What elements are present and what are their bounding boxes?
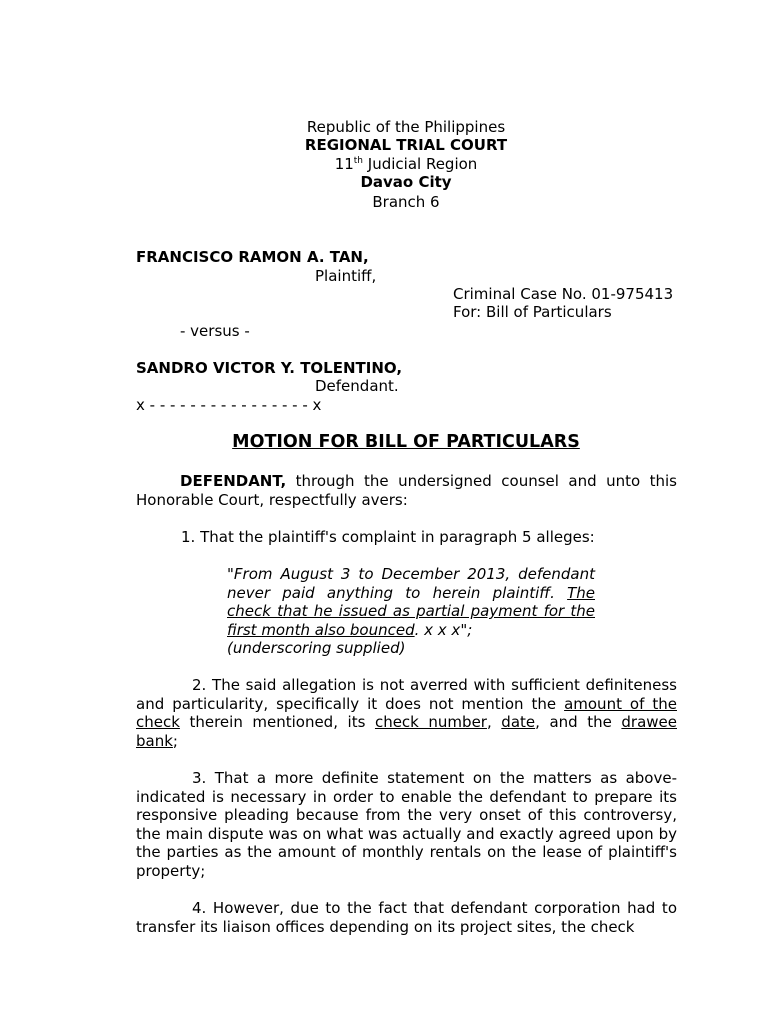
p2-check-number: check number <box>374 713 487 731</box>
region-ordinal: th <box>353 156 364 166</box>
p2-text-1: 2. The said allegation is not averred with sufficient definiteness and particularity, specifically it does not mention the <box>136 676 677 713</box>
paragraph-1: 1. That the plaintiff's complaint in paragraph 5 alleges: <box>181 528 595 546</box>
quote-note: (underscoring supplied) <box>227 639 406 657</box>
branch-name: Branch 6 <box>372 193 440 211</box>
p2-text-3: , <box>486 713 502 731</box>
plaintiff-role: Plaintiff, <box>315 267 377 285</box>
versus-label: - versus - <box>180 322 250 340</box>
document-title: MOTION FOR BILL OF PARTICULARS <box>232 432 580 452</box>
p2-date: date <box>501 713 536 731</box>
quote-underlined: The check that he issued as partial payment for the first month also bounced <box>227 583 595 639</box>
p2-text-4: , and the <box>535 713 622 731</box>
quote-plain: "From August 3 to December 2013, defendant never paid anything to herein plaintiff. <box>227 565 595 602</box>
case-purpose: For: Bill of Particulars <box>453 303 612 321</box>
p2-text-2: therein mentioned, its <box>179 713 375 731</box>
plaintiff-name: FRANCISCO RAMON A. TAN, <box>136 248 369 266</box>
caption-separator: x - - - - - - - - - - - - - - - - x <box>136 396 322 414</box>
p2-text-5: ; <box>172 731 178 750</box>
paragraph-2 <box>136 676 677 750</box>
p2-amount-of-check: amount of the check <box>136 694 677 731</box>
city-name: Davao City <box>360 173 452 191</box>
case-number: Criminal Case No. 01-975413 <box>453 285 674 303</box>
paragraph-3: 3. That a more definite statement on the matters as above-indicated is necessary in order to enable the defendant to prepare its responsive pleading because from the very onset of this controversy, the main dispute was on what was actually and exactly agreed upon by the parties as the amount of monthly rentals on the lease of plaintiff's property; <box>136 769 677 880</box>
quoted-allegation <box>227 565 595 658</box>
defendant-name: SANDRO VICTOR Y. TOLENTINO, <box>136 359 403 377</box>
intro-text: through the undersigned counsel and unto this Honorable Court, respectfully avers: <box>136 472 677 509</box>
republic-line: Republic of the Philippines <box>306 118 506 136</box>
judicial-region <box>0 155 768 174</box>
paragraph-4: 4. However, due to the fact that defendant corporation had to transfer its liaison offices depending on its project sites, the check <box>136 899 677 936</box>
quote-tail: . x x x"; <box>414 620 473 639</box>
p2-drawee-bank: drawee bank <box>136 713 677 750</box>
court-name: REGIONAL TRIAL COURT <box>304 136 508 154</box>
region-text: Judicial Region <box>363 155 478 173</box>
intro-paragraph <box>136 472 677 509</box>
intro-lead: DEFENDANT, <box>180 472 287 490</box>
defendant-role: Defendant. <box>315 377 399 395</box>
region-number: 11 <box>334 155 354 173</box>
